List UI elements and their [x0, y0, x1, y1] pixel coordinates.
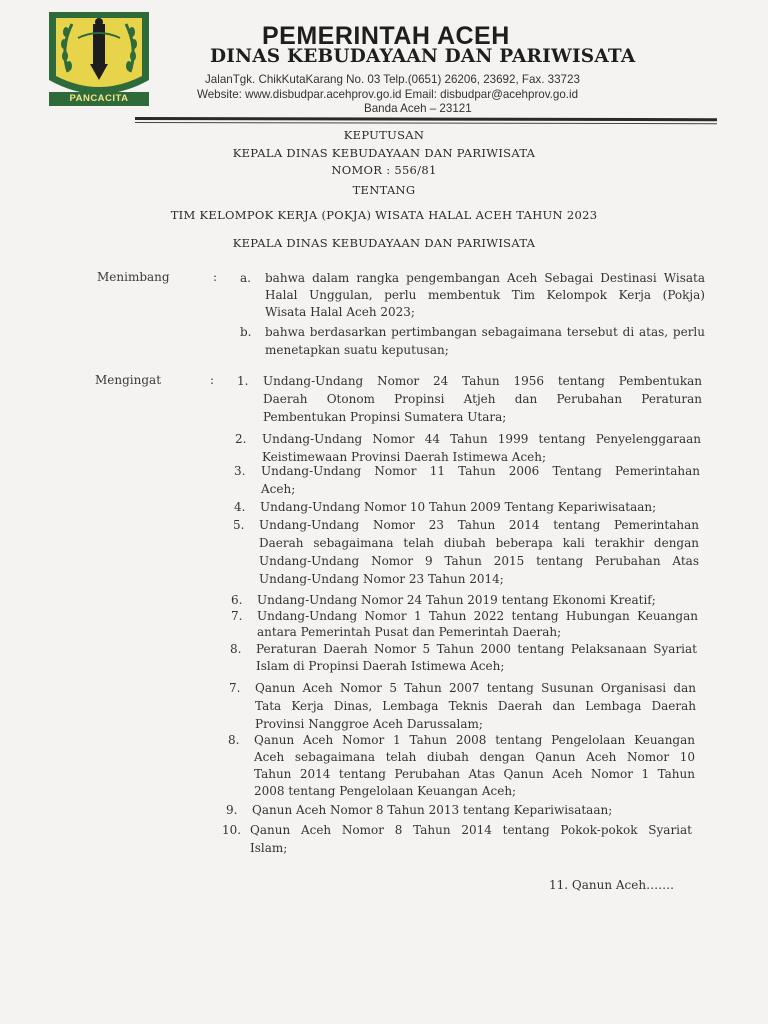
mengingat-item-text-line: Qanun Aceh Nomor 1 Tahun 2008 tentang Pengelolaan Keuangan	[254, 733, 695, 747]
mengingat-item-text-line: Qanun Aceh Nomor 8 Tahun 2014 tentang Pokok-pokok Syariat	[250, 823, 692, 837]
mengingat-colon: :	[210, 373, 215, 387]
mengingat-item-text-line: antara Pemerintah Pusat dan Pemerintah Daerah;	[257, 625, 562, 639]
mengingat-item-text-line: Undang-Undang Nomor 11 Tahun 2006 Tentang Pemerintahan	[261, 464, 700, 478]
mengingat-item-text-line: Undang-Undang Nomor 23 Tahun 2014;	[259, 572, 504, 586]
mengingat-item-text-line: Tata Kerja Dinas, Lembaga Teknis Daerah dan Lembaga Daerah	[255, 699, 696, 713]
menimbang-colon: :	[213, 270, 218, 284]
mengingat-item-text-line: 2008 tentang Pengelolaan Keuangan Aceh;	[254, 784, 517, 798]
mengingat-item-text-line: Pembentukan Propinsi Sumatera Utara;	[263, 410, 507, 424]
menimbang-item-text-line: bahwa berdasarkan pertimbangan sebagaimana tersebut di atas, perlu	[265, 325, 705, 339]
letterhead-rule-thin	[135, 122, 717, 124]
mengingat-item-text-line: Undang-Undang Nomor 1 Tahun 2022 tentang Hubungan Keuangan	[257, 609, 698, 623]
mengingat-label: Mengingat	[95, 373, 162, 387]
mengingat-item-number: 8.	[230, 642, 242, 656]
mengingat-item-text-line: Undang-Undang Nomor 23 Tahun 2014 tentang Pemerintahan	[259, 518, 699, 532]
mengingat-item-text-line: Aceh sebagaimana telah diubah dengan Qanun Aceh Nomor 10	[254, 750, 695, 764]
mengingat-item-text-line: Undang-Undang Nomor 24 Tahun 1956 tentang Pembentukan	[263, 374, 702, 388]
mengingat-item-number: 5.	[233, 518, 245, 532]
mengingat-item-text-line: Undang-Undang Nomor 44 Tahun 1999 tentang Penyelenggaraan	[262, 432, 701, 446]
menimbang-label: Menimbang	[97, 270, 170, 284]
mengingat-item-text-line: Peraturan Daerah Nomor 5 Tahun 2000 tentang Pelaksanaan Syariat	[256, 642, 697, 656]
mengingat-item-text-line: Undang-Undang Nomor 10 Tahun 2009 Tentang Kepariwisataan;	[260, 500, 657, 514]
website-email-line: Website: www.disbudpar.acehprov.go.id Email: disbudpar@acehprov.go.id	[197, 88, 579, 101]
mengingat-item-text-line: Keistimewaan Provinsi Daerah Istimewa Aceh;	[262, 450, 547, 464]
pancacita-logo	[46, 8, 152, 108]
mengingat-item-number: 8.	[228, 733, 240, 747]
menimbang-item-text-line: Halal Unggulan, perlu membentuk Tim Kelompok Kerja (Pokja)	[265, 288, 705, 302]
address-line: JalanTgk. ChikKutaKarang No. 03 Telp.(0651) 26206, 23692, Fax. 33723	[205, 73, 580, 86]
mengingat-item-number: 3.	[234, 464, 246, 478]
mengingat-item-number: 7.	[229, 681, 241, 695]
letterhead-rule-thick	[135, 117, 717, 121]
city-line: Banda Aceh – 23121	[364, 102, 472, 115]
decree-subject: TIM KELOMPOK KERJA (POKJA) WISATA HALAL ACEH TAHUN 2023	[170, 208, 598, 222]
mengingat-item-number: 9.	[226, 803, 238, 817]
mengingat-item-text-line: Undang-Undang Nomor 24 Tahun 2019 tentang Ekonomi Kreatif;	[257, 593, 656, 607]
menimbang-item-text-line: menetapkan suatu keputusan;	[265, 343, 449, 357]
mengingat-item-text-line: Islam;	[250, 841, 288, 855]
continuation-marker: 11. Qanun Aceh…….	[549, 878, 674, 892]
mengingat-item-text-line: Qanun Aceh Nomor 5 Tahun 2007 tentang Susunan Organisasi dan	[255, 681, 696, 695]
decree-signatory-heading: KEPALA DINAS KEBUDAYAAN DAN PARIWISATA	[232, 236, 536, 250]
mengingat-item-text-line: Undang-Undang Nomor 9 Tahun 2015 tentang Perubahan Atas	[259, 554, 699, 568]
decree-heading: KEPUTUSAN	[343, 128, 425, 142]
mengingat-item-number: 1.	[237, 374, 249, 388]
mengingat-item-text-line: Tahun 2014 tentang Perubahan Atas Qanun Aceh Nomor 1 Tahun	[254, 767, 695, 781]
mengingat-item-text-line: Aceh;	[261, 482, 296, 496]
mengingat-item-text-line: Islam di Propinsi Daerah Istimewa Aceh;	[256, 659, 505, 673]
decree-issuer: KEPALA DINAS KEBUDAYAAN DAN PARIWISATA	[232, 146, 536, 160]
department-name: DINAS KEBUDAYAAN DAN PARIWISATA	[210, 46, 636, 67]
mengingat-item-text-line: Daerah Otonom Propinsi Atjeh dan Perubahan Peraturan	[263, 392, 702, 406]
mengingat-item-number: 4.	[234, 500, 246, 514]
mengingat-item-number: 7.	[231, 609, 243, 623]
menimbang-item-text-line: Wisata Halal Aceh 2023;	[265, 305, 415, 319]
menimbang-item-number: b.	[240, 325, 252, 339]
mengingat-item-text-line: Provinsi Nanggroe Aceh Darussalam;	[255, 717, 483, 731]
government-name: PEMERINTAH ACEH	[262, 22, 510, 50]
decree-number: NOMOR : 556/81	[331, 163, 437, 177]
decree-about: TENTANG	[352, 183, 416, 197]
mengingat-item-number: 10.	[222, 823, 242, 837]
mengingat-item-number: 6.	[231, 593, 243, 607]
mengingat-item-number: 2.	[235, 432, 247, 446]
menimbang-item-number: a.	[240, 271, 251, 285]
mengingat-item-text-line: Qanun Aceh Nomor 8 Tahun 2013 tentang Kepariwisataan;	[252, 803, 613, 817]
menimbang-item-text-line: bahwa dalam rangka pengembangan Aceh Sebagai Destinasi Wisata	[265, 271, 705, 285]
logo-caption: PANCACITA	[69, 93, 129, 104]
mengingat-item-text-line: Daerah sebagaimana telah diubah beberapa kali terakhir dengan	[259, 536, 699, 550]
